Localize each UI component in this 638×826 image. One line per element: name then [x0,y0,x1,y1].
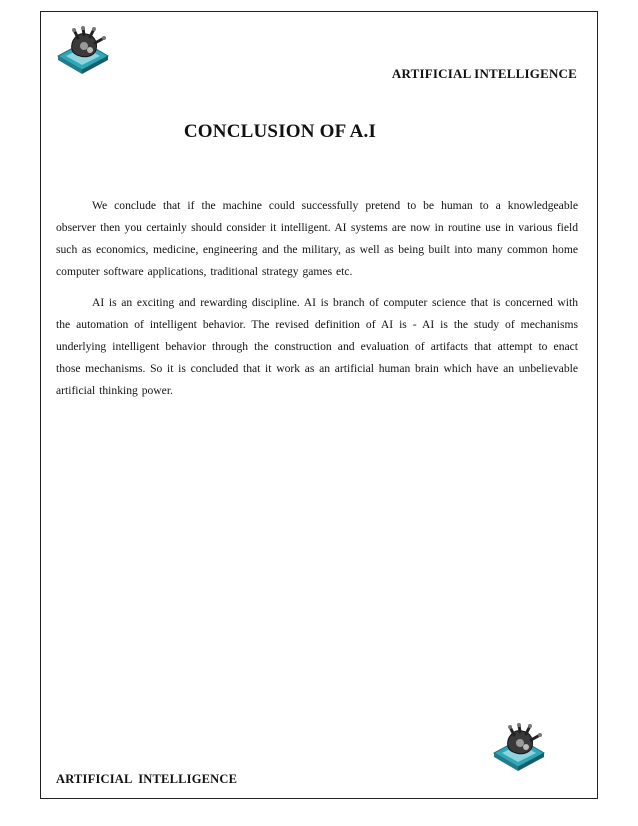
robot-hand-chip-icon [52,26,114,76]
body-text [56,195,578,411]
paragraph: AI is an exciting and rewarding discipline. AI is branch of computer science that is concerned with the automation of intelligent behavior. The revised definition of AI is - AI is the study of mechanisms underlying intelligent behavior through the construction and evaluation of artifacts that attempt to enact those mechanisms. So it is concluded that it work as an artificial human brain which have an unbelievable artificial thinking power. [56,296,578,397]
paragraph: We conclude that if the machine could successfully pretend to be human to a knowledgeable observer then you certainly should consider it intelligent. AI systems are now in routine use in various field such as economics, medicine, engineering and the military, as well as being built into many common home computer software applications, traditional strategy games etc. [56,199,578,278]
header-title: ARTIFICIAL INTELLIGENCE [391,66,577,81]
footer-title: ARTIFICIAL INTELLIGENCE [56,772,238,786]
page-title: CONCLUSION OF A.I [183,121,377,142]
robot-hand-chip-icon [488,723,550,773]
